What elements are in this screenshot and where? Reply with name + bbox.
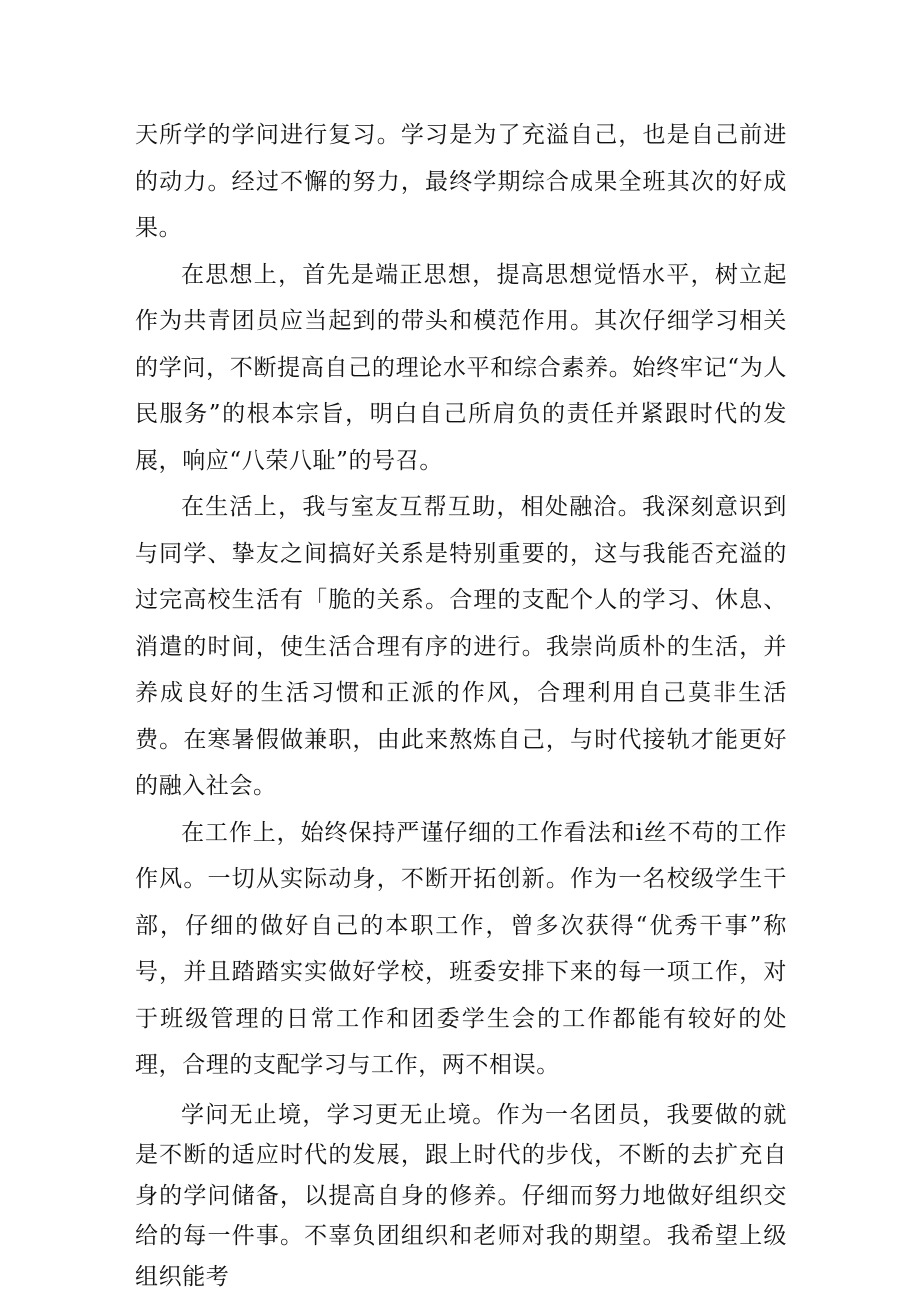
paragraph-conclusion: 学问无止境，学习更无止境。作为一名团员，我要做的就是不断的适应时代的发展，跟上时代的步伐，不断的去扩充自身的学问储备，以提高自身的修养。仔细而努力地做好组织交给的每一件事。不辜负团组织和老师对我的期望。我希望上级组织能考 <box>135 1101 787 1290</box>
document-page <box>135 112 787 1297</box>
paragraph-work: 在工作上，始终保持严谨仔细的工作看法和i丝不苟的工作作风。一切从实际动身，不断开拓创新。作为一名校级学生干部，仔细的做好自己的本职工作，曾多次获得“优秀干事”称号，并且踏踏实实做好学校，班委安排下来的每一项工作，对于班级管理的日常工作和团委学生会的工作都能有较好的处理，合理的支配学习与工作，两不相误。 <box>135 819 787 1078</box>
paragraph-continuation: 天所学的学问进行复习。学习是为了充溢自己，也是自己前进的动力。经过不懈的努力，最终学期综合成果全班其次的好成果。 <box>135 122 787 241</box>
paragraph-ideology: 在思想上，首先是端正思想，提高思想觉悟水平，树立起作为共青团员应当起到的带头和模范作用。其次仔细学习相关的学问，不断提高自己的理论水平和综合素养。始终牢记“为人民服务”的根本宗旨，明白自己所肩负的责任并紧跟时代的发展，响应“八荣八耻”的号召。 <box>135 261 787 474</box>
paragraph-life: 在生活上，我与室友互帮互助，相处融洽。我深刻意识到与同学、挚友之间搞好关系是特别重要的，这与我能否充溢的过完高校生活有「脆的关系。合理的支配个人的学习、休息、消遣的时间，使生活合理有序的进行。我崇尚质朴的生活，并养成良好的生活习惯和正派的作风，合理利用自己莫非生活费。在寒暑假做兼职，由此来熬炼自己，与时代接轨才能更好的融入社会。 <box>135 494 787 799</box>
